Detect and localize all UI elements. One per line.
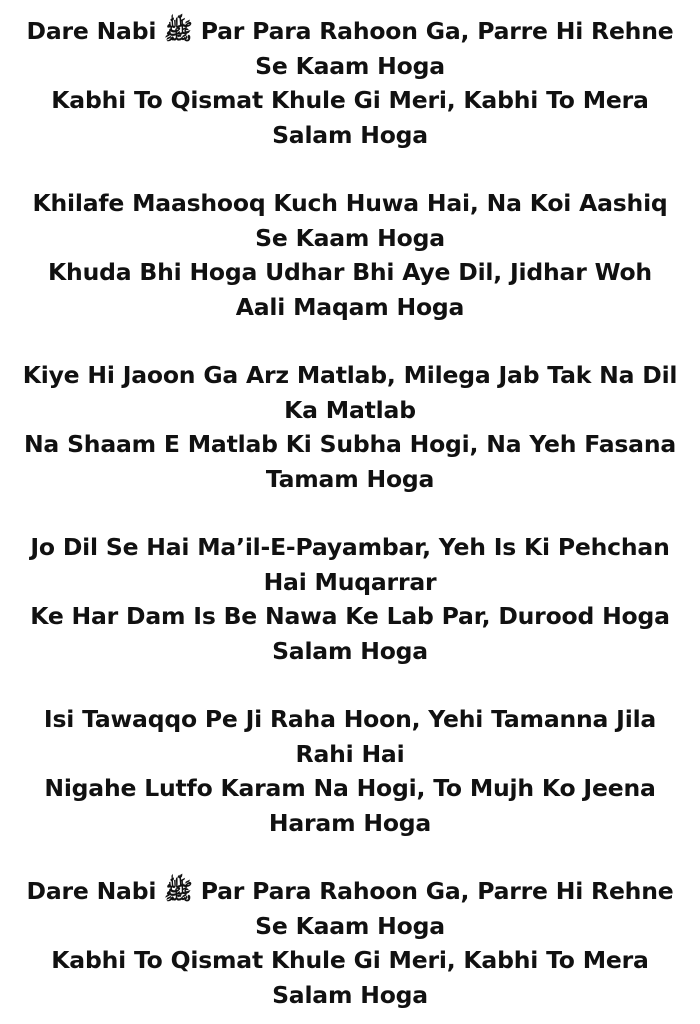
stanza-5 [20, 702, 680, 840]
stanza-2 [20, 186, 680, 324]
stanza-3 [20, 358, 680, 496]
verse-line: Na Shaam E Matlab Ki Subha Hogi, Na Yeh Fasana Tamam Hoga [23, 430, 677, 493]
verse-line: Dare Nabi ﷺ Par Para Rahoon Ga, Parre Hi Rehne Se Kaam Hoga [26, 877, 674, 940]
stanza-6 [20, 874, 680, 1012]
stanza-1 [20, 14, 680, 152]
verse-line: Kabhi To Qismat Khule Gi Meri, Kabhi To Mera Salam Hoga [51, 86, 649, 149]
verse-line: Khilafe Maashooq Kuch Huwa Hai, Na Koi Aashiq Se Kaam Hoga [32, 189, 668, 252]
verse-line: Isi Tawaqqo Pe Ji Raha Hoon, Yehi Tamanna Jila Rahi Hai [43, 705, 657, 768]
stanza-4 [20, 530, 680, 668]
verse-line: Nigahe Lutfo Karam Na Hogi, To Mujh Ko Jeena Haram Hoga [44, 774, 656, 837]
verse-line: Jo Dil Se Hai Ma’il-E-Payambar, Yeh Is Ki Pehchan Hai Muqarrar [30, 533, 670, 596]
verse-line: Kiye Hi Jaoon Ga Arz Matlab, Milega Jab Tak Na Dil Ka Matlab [22, 361, 678, 424]
verse-line: Kabhi To Qismat Khule Gi Meri, Kabhi To Mera Salam Hoga [51, 946, 649, 1009]
verse-line: Dare Nabi ﷺ Par Para Rahoon Ga, Parre Hi Rehne Se Kaam Hoga [26, 17, 674, 80]
verse-line: Khuda Bhi Hoga Udhar Bhi Aye Dil, Jidhar Woh Aali Maqam Hoga [48, 258, 652, 321]
verse-line: Ke Har Dam Is Be Nawa Ke Lab Par, Durood Hoga Salam Hoga [30, 602, 670, 665]
